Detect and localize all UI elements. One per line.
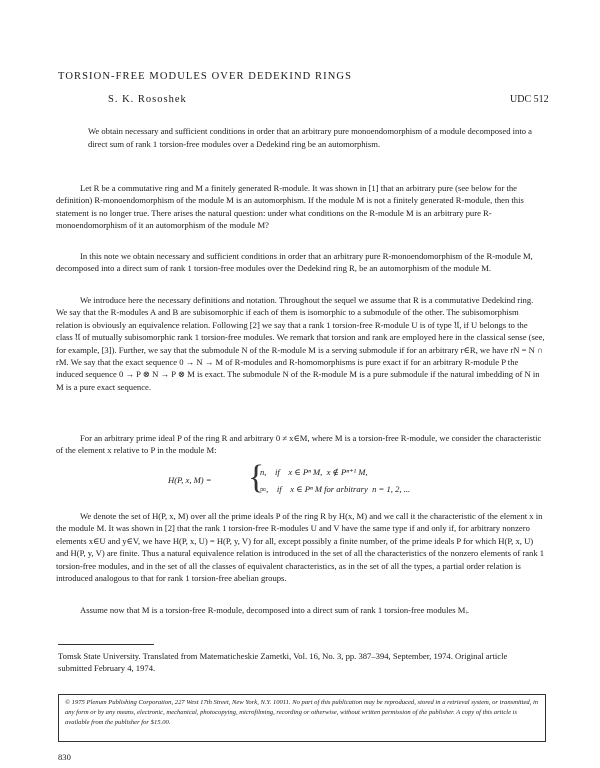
- udc-code: UDC 512: [510, 94, 549, 105]
- footnote: Tomsk State University. Translated from Matematicheskie Zametki, Vol. 16, No. 3, pp. 387–394, September, 1974. Original article submitted February 4, 1974.: [58, 651, 508, 674]
- paragraph-types: We denote the set of H(P, x, M) over all the prime ideals P of the ring R by H(x, M) and we call it the characteristic of the element x in the module M. It was shown in [2] that the rank 1 torsion-free R-modules U and V have the same type if and only if, for arbitrary nonzero elements x∈U and y∈V, we have H(P, x, U) = H(P, y, V) for all, except possibly a finite number, of the prime ideals P for which H(P, x, U) and H(P, y, V) are finite. Thus a natural equivalence relation is introduced in the set of all the characteristics of the nonzero elements of rank 1 torsion-free modules, and in the set of all the classes of equivalent characteristics, as in the set of all the types, a partial order relation is introduced analogous to that for rank 1 torsion-free abelian groups.: [56, 511, 545, 584]
- formula-brace: {: [248, 459, 265, 496]
- copyright-box: © 1975 Plenum Publishing Corporation, 227 West 17th Street, New York, N.Y. 10011. No part of this publication may be reproduced, stored in a retrieval system, or transmitted, in any form or by any means, electronic, mechanical, photocopying, microfilming, recording or otherwise, without written permission of the publisher. A copy of this article is available from the publisher for $15.00.: [58, 694, 546, 742]
- page-number: 830: [58, 752, 71, 762]
- characteristic-formula: [168, 459, 488, 498]
- body-section-6: [56, 604, 546, 616]
- footnote-rule: [58, 644, 154, 645]
- body-section-2: [56, 250, 546, 275]
- paragraph-characteristic: For an arbitrary prime ideal P of the ring R and arbitrary 0 ≠ x∈M, where M is a torsion-free R-module, we consider the characteristic of the element x relative to P in the module M:: [56, 433, 542, 456]
- author-name: S. K. Rososhek: [108, 94, 187, 105]
- paper-title: TORSION-FREE MODULES OVER DEDEKIND RINGS: [58, 71, 353, 82]
- body-section-5: [56, 510, 546, 584]
- abstract: We obtain necessary and sufficient conditions in order that an arbitrary pure monoendomorphism of a module decomposed into a direct sum of rank 1 torsion-free modules over a Dedekind ring be an automorphism.: [88, 126, 532, 149]
- body-section-3: [56, 294, 546, 393]
- paragraph-definitions: We introduce here the necessary definitions and notation. Throughout the sequel we assume that R is a commutative Dedekind ring. We say that the R-modules A and B are subisomorphic if each of them is isomorphic to a submodule of the other. The subisomorphism relation is obviously an equivalence relation. Following [2] we say that a rank 1 torsion-free R-module U is of type 𝔘, if U belongs to the class 𝔘 of mutually subisomorphic rank 1 torsion-free modules. We remark that torsion and rank are employed here in the classical sense (see, for example, [3]). Further, we say that the submodule N of the R-module M is a serving submodule if for an arbitrary r∈R, we have rN = N ∩ rM. We say that the exact sequence 0 → N → M of R-modules and R-homomorphisms is pure exact if for an arbitrary R-module P the induced sequence 0 → P ⊗ N → P ⊗ M is exact. The submodule N of the R-module M is a pure submodule if the natural imbedding of N in M is a pure exact sequence.: [56, 295, 545, 392]
- body-section-1: [56, 182, 546, 232]
- paragraph-intro: Let R be a commutative ring and M a finitely generated R-module. It was shown in [1] that an arbitrary pure (see below for the definition) R-monoendomorphism of the module M is an automorphism. If the module M is not a finitely generated R-module, then this statement is no longer true. There arises the natural question: under what conditions on the R-module M is an arbitrary pure R-monoendomorphism of it an automorphism of the module M?: [56, 183, 524, 231]
- formula-lhs: H(P, x, M) =: [168, 475, 212, 485]
- paragraph-note: In this note we obtain necessary and sufficient conditions in order that an arbitrary pure R-monoendomorphism of the R-module M, decomposed into a direct sum of rank 1 torsion-free modules over the Dedekind ring R, be an automorphism of the module M.: [56, 251, 533, 274]
- formula-case-infinite: ∞, if x ∈ Pⁿ M for arbitrary n = 1, 2, ...: [260, 484, 411, 494]
- paragraph-assume: Assume now that M is a torsion-free R-module, decomposed into a direct sum of rank 1 torsion-free modules Mᵢ.: [80, 605, 469, 615]
- formula-case-finite: n, if x ∈ Pⁿ M, x ∉ Pⁿ⁺¹ M,: [260, 467, 368, 477]
- body-section-4: [56, 432, 546, 457]
